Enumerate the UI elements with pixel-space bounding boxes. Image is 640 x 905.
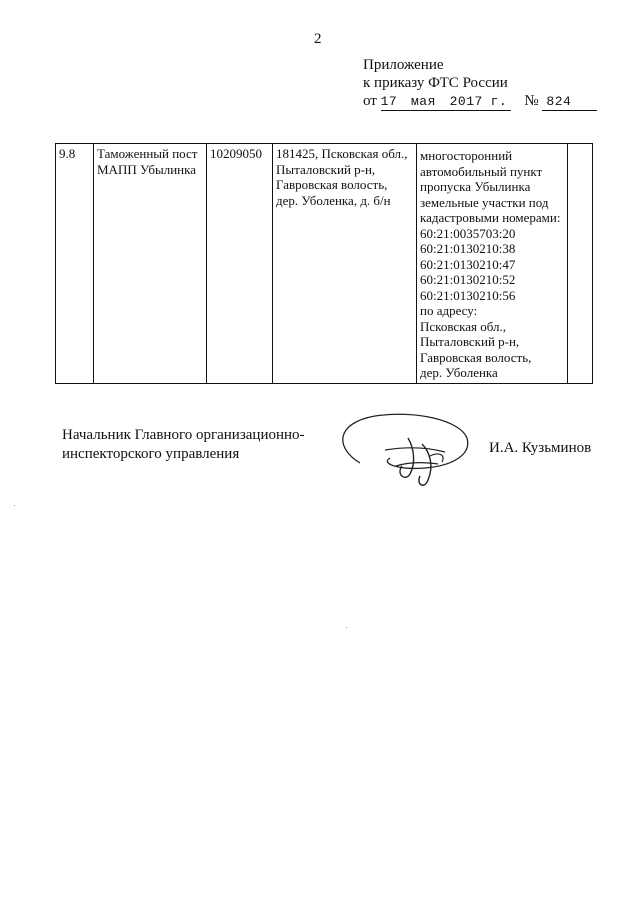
post-name-cell (94, 144, 207, 384)
date-prefix: от (363, 93, 377, 109)
appendix-header (363, 56, 597, 111)
description-line: Пыталовский р-н, (420, 334, 520, 349)
description-line: по адресу: (420, 303, 478, 318)
row-index: 9.8 (56, 144, 94, 384)
address-line: дер. Уболенка, д. б/н (276, 192, 391, 208)
scan-speck (14, 505, 15, 506)
description-line: Псковская обл., (420, 318, 507, 334)
signatory-name: И.А. Кузьминов (489, 440, 592, 456)
address-line: Пыталовский р-н, (276, 161, 376, 177)
appendix-date-line (363, 92, 597, 111)
description-line: кадастровыми номерами: (420, 210, 561, 225)
date-month: мая (410, 94, 436, 109)
address-cell (273, 144, 417, 384)
description-line: 60:21:0035703:20 (420, 225, 516, 241)
address-line: Гавровская волость, (276, 177, 388, 192)
signatory-position (62, 426, 305, 464)
page-number: 2 (314, 31, 322, 47)
post-name-line1: Таможенный пост (97, 146, 198, 161)
scan-speck (346, 627, 347, 628)
order-number: 824 (542, 93, 597, 111)
customs-posts-table (55, 143, 593, 384)
description-line: Гавровская волость, (420, 349, 532, 365)
handwritten-signature (330, 408, 480, 498)
address-line: 181425, Псковская обл., (276, 146, 408, 161)
description-cell (417, 144, 568, 384)
table-row (56, 144, 593, 384)
year-suffix: г. (491, 93, 511, 111)
description-line: земельные участки под (420, 194, 549, 210)
description-line: дер. Уболенка (420, 365, 498, 380)
appendix-title: Приложение (363, 57, 444, 73)
position-line2: инспекторского управления (62, 446, 240, 462)
number-prefix: № (524, 93, 539, 109)
description-line: 60:21:0130210:47 (420, 256, 516, 272)
description-line: пропуска Убылинка (420, 179, 531, 194)
description-line: многосторонний (420, 148, 513, 163)
position-line1: Начальник Главного организационно- (62, 427, 305, 443)
description-line: 60:21:0130210:56 (420, 287, 516, 303)
date-year: 2017 (449, 94, 483, 109)
date-field (381, 93, 491, 111)
appendix-order-ref: к приказу ФТС России (363, 75, 508, 91)
description-line: 60:21:0130210:38 (420, 241, 516, 256)
post-name-line2: МАПП Убылинка (97, 161, 196, 177)
empty-cell (568, 144, 593, 384)
description-line: автомобильный пункт (420, 163, 543, 179)
post-code: 10209050 (207, 144, 273, 384)
date-day: 17 (380, 94, 398, 109)
description-line: 60:21:0130210:52 (420, 272, 516, 287)
